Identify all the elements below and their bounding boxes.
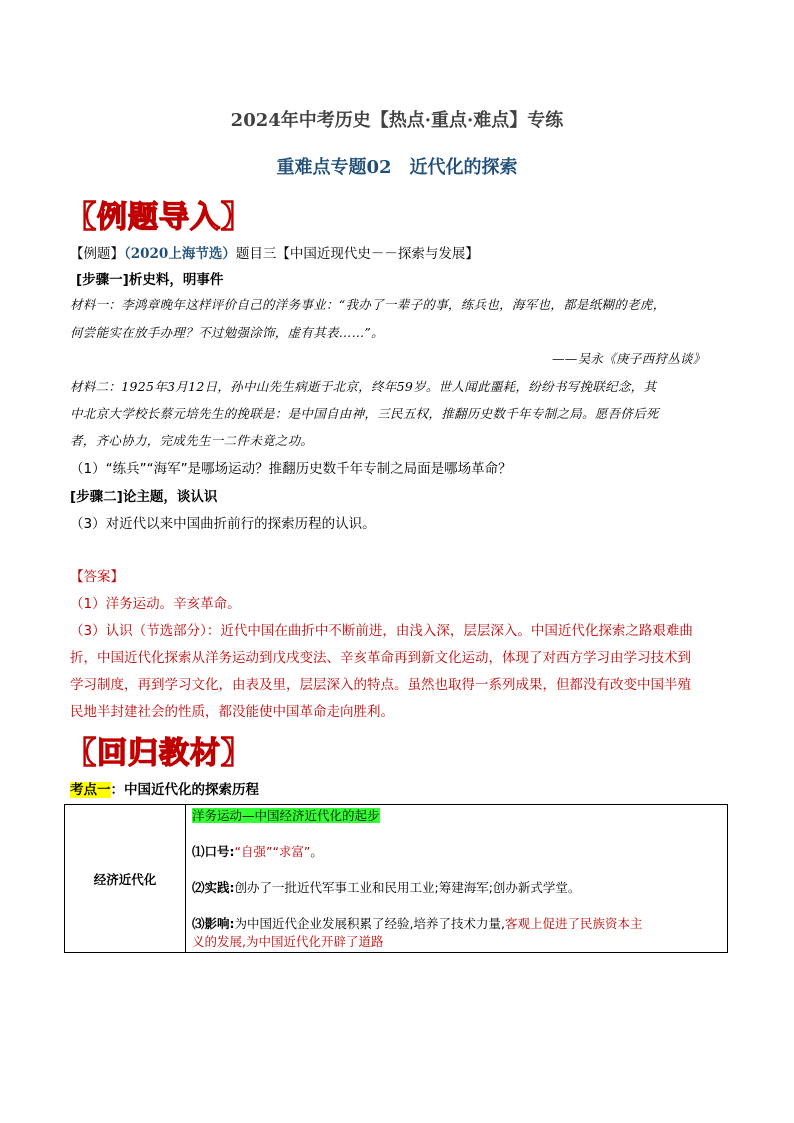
material-two-line-3: 者，齐心协力，完成先生一二件未竟之功。	[70, 433, 314, 448]
slogan-value: “自强”“求富”	[234, 844, 311, 859]
practice-line	[186, 878, 727, 896]
material-one-line-1: 材料一：李鸿章晚年这样评价自己的洋务事业：“我办了一辈子的事，练兵也，海军也，都是纸糊的老虎，	[70, 297, 666, 312]
example-intro	[70, 242, 479, 262]
table-row-content	[186, 805, 728, 953]
table-row	[65, 805, 728, 953]
answer-three-line-1: （3）认识（节选部分）：近代中国在曲折中不断前进，由浅入深，层层深入。中国近代化探索之路艰难曲	[70, 623, 693, 639]
table-row-label: 经济近代化	[65, 805, 186, 953]
section-heading-example-text: 【例题导入】	[66, 200, 252, 235]
page-subtitle: 重难点专题02 近代化的探索	[276, 157, 518, 178]
step-two: [步骤二]论主题，谈认识	[70, 489, 218, 505]
question-one: （1）“练兵”“海军”是哪场运动？推翻历史数千年专制之局面是哪场革命？	[70, 461, 512, 477]
answer-one: （1）洋务运动。辛亥革命。	[70, 596, 241, 612]
step-one: [步骤一]析史料，明事件	[76, 272, 224, 288]
page-title: 2024年中考历史【热点·重点·难点】专练	[230, 110, 564, 131]
question-three: （3）对近代以来中国曲折前行的探索历程的认识。	[70, 516, 376, 532]
example-title: 题目三【中国近现代史－－探索与发展】	[235, 246, 479, 262]
slogan-label: ⑴口号:	[192, 844, 235, 859]
impact-value: 为中国近代企业发展积累了经验,培养了技术力量,	[234, 916, 505, 931]
answer-label: 【答案】	[70, 569, 124, 585]
example-source: （2020上海节选）	[124, 246, 236, 262]
section-heading-example	[66, 192, 252, 236]
section-heading-textbook	[66, 728, 252, 772]
answer-three-line-4: 民地半封建社会的性质，都没能使中国革命走向胜利。	[70, 704, 394, 720]
slogan-end: 。	[310, 844, 323, 859]
section-heading-textbook-text: 【回归教材】	[66, 736, 252, 771]
key-point-title: ：中国近代化的探索历程	[110, 782, 259, 798]
impact-highlight-1: 客观上促进了民族资本主	[504, 916, 643, 931]
practice-value: 创办了一批近代军事工业和民用工业;筹建海军;创办新式学堂。	[234, 880, 581, 895]
table-header-text: 洋务运动—中国经济近代化的起步	[192, 808, 380, 823]
impact-line-1	[186, 914, 727, 932]
answer-three-line-2: 折，中国近代化探索从洋务运动到戊戌变法、辛亥革命再到新文化运动，体现了对西方学习由学习技术到	[70, 650, 691, 666]
impact-label: ⑶影响:	[192, 916, 235, 931]
material-one-source: ——吴永《庚子西狩丛谈》	[552, 351, 706, 366]
material-one-line-2: 何尝能实在放手办理？不过勉强涂饰，虚有其表……”。	[70, 325, 384, 340]
example-prefix: 【例题】	[70, 246, 124, 262]
material-two-line-2: 中北京大学校长蔡元培先生的挽联是：是中国自由神，三民五权，推翻历史数千年专制之局。愿吾侪后死	[70, 406, 659, 421]
practice-label: ⑵实践:	[192, 880, 235, 895]
answer-three-line-3: 学习制度，再到学习文化，由表及里，层层深入的特点。虽然也取得一系列成果，但都没有改变中国半殖	[70, 677, 691, 693]
table-header-line	[186, 806, 727, 824]
knowledge-table	[64, 804, 728, 953]
key-point-label: 考点一	[70, 782, 111, 798]
key-point-one	[70, 778, 259, 798]
material-two-line-1: 材料二：1925年3月12日，孙中山先生病逝于北京，终年59岁。世人闻此噩耗，纷纷书写挽联纪念，其	[70, 379, 657, 394]
slogan-line	[186, 842, 727, 860]
impact-line-2: 义的发展,为中国近代化开辟了道路	[192, 934, 384, 949]
